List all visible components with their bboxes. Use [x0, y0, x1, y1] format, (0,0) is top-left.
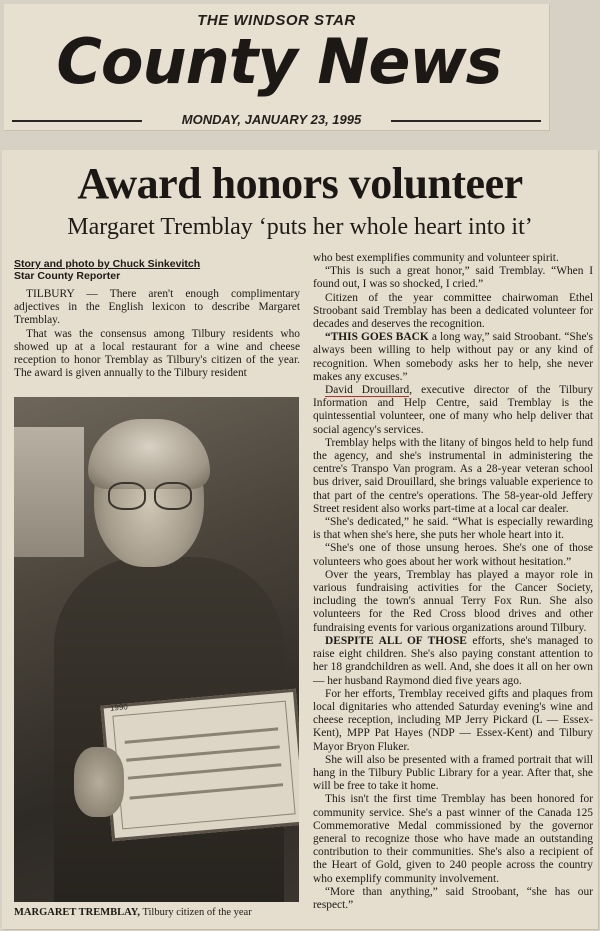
paragraph: For her efforts, Tremblay received gifts and plaques from local dignitaries who attended Saturday evening's wine and cheese reception, including MP Jerry Pickard (L — Essex-Kent), MPP Pat Hayes (NDP — Essex-Kent) and Tilbury Mayor Bryon Fluker.	[313, 687, 593, 753]
paragraph: DESPITE ALL OF THOSE efforts, she's managed to raise eight children. She's also paying constant attention to her 18 grandchildren as well. And, she does it all on her own — her husband Raymond died five years ago.	[313, 634, 593, 687]
right-column	[313, 252, 593, 912]
paragraph: Citizen of the year committee chairwoman Ethel Stroobant said Tremblay has been a dedicated volunteer for decades and deserves the recognition.	[313, 291, 593, 331]
certificate-year: 1990	[109, 702, 129, 713]
paragraph-lead: “THIS GOES BACK	[325, 331, 429, 344]
photo-glasses	[108, 482, 192, 508]
paragraph: TILBURY — There aren't enough complimentary adjectives in the English lexicon to describe Margaret Tremblay.	[14, 288, 300, 327]
caption-name: MARGARET TREMBLAY,	[14, 907, 141, 918]
section-title: County News	[56, 25, 502, 98]
paragraph: This isn't the first time Tremblay has been honored for community service. She's a past winner of the Canada 125 Commemorative Medal commissioned by the governor general to recognize those who have made an outstanding contribution to their communities. She's also a recipient of the Heart of Gold, given to 240 people across the country who exemplify community involvement.	[313, 793, 593, 885]
paragraph: who best exemplifies community and volunteer spirit.	[313, 252, 559, 264]
headline: Award honors volunteer	[77, 159, 523, 208]
photo-caption	[14, 906, 300, 919]
paragraph-lead: DESPITE ALL OF THOSE	[325, 634, 467, 647]
paragraph: Over the years, Tremblay has played a mayor role in various fundraising activities for the Cancer Society, including the town's annual Terry Fox Run. She also volunteers for the Red Cross blood drives and other fundraising events for various organizations around Tilbury.	[313, 568, 593, 634]
paragraph: “She's dedicated,” he said. “What is especially rewarding is that when she's here, she puts her whole heart into it.	[313, 516, 593, 542]
dateline	[4, 112, 549, 128]
dateline-rule-left	[12, 120, 142, 122]
paragraph: “THIS GOES BACK a long way,” said Stroobant. “She's always been willing to help without pay or any kind of recognition. When somebody asks her to help, she never makes any excuses.”	[313, 331, 593, 383]
photo-person-hair	[88, 419, 210, 489]
masthead-clipping	[4, 4, 549, 130]
paragraph: That was the consensus among Tilbury residents who showed up at a local restaurant for a wine and cheese reception to honor Tremblay as Tilbury's citizen of the year. The award is given annually to the Tilbury resident	[14, 327, 300, 380]
paragraph: “More than anything,” said Stroobant, “she has our respect.”	[313, 885, 593, 911]
paragraph: David Drouillard, executive director of the Tilbury Information and Help Centre, said Tremblay is the quintessential volunteer, one of many who help deliver that social agency's services.	[313, 384, 593, 436]
left-column	[14, 258, 300, 380]
publication-date: MONDAY, JANUARY 23, 1995	[181, 112, 362, 127]
portrait-photo	[14, 397, 299, 902]
article-clipping	[2, 150, 598, 929]
highlighted-name: David Drouillard	[325, 384, 410, 397]
paragraph: She will also be presented with a framed portrait that will hang in the Tilbury Public Library for a year. After that, she will be free to take it home.	[313, 753, 593, 793]
byline-role: Star County Reporter	[14, 270, 121, 282]
subheadline: Margaret Tremblay ‘puts her whole heart into it’	[67, 214, 533, 240]
byline: Story and photo by Chuck Sinkevitch	[14, 258, 201, 270]
photo-hand	[74, 747, 124, 817]
photo-window-background	[14, 427, 84, 557]
photo-certificate	[100, 689, 299, 842]
caption-text: Tilbury citizen of the year	[140, 907, 252, 918]
dateline-rule-right	[391, 120, 541, 122]
paragraph: “This is such a great honor,” said Tremblay. “When I found out, I was so shocked, I cried.”	[313, 265, 593, 291]
paragraph: Tremblay helps with the litany of bingos held to help fund the agency, and she's instrumental in administering the centre's Transpo Van program. As a 28-year veteran school bus driver, said Drouillard, she brings valuable experience to that part of the centre's operations. The 58-year-old Jeffery Street resident also works part-time at a local car dealer.	[313, 436, 593, 515]
newspaper-name: THE WINDSOR STAR	[197, 12, 356, 29]
paragraph: “She's one of those unsung heroes. She's one of those volunteers who goes about her work without hesitation.”	[313, 542, 593, 568]
